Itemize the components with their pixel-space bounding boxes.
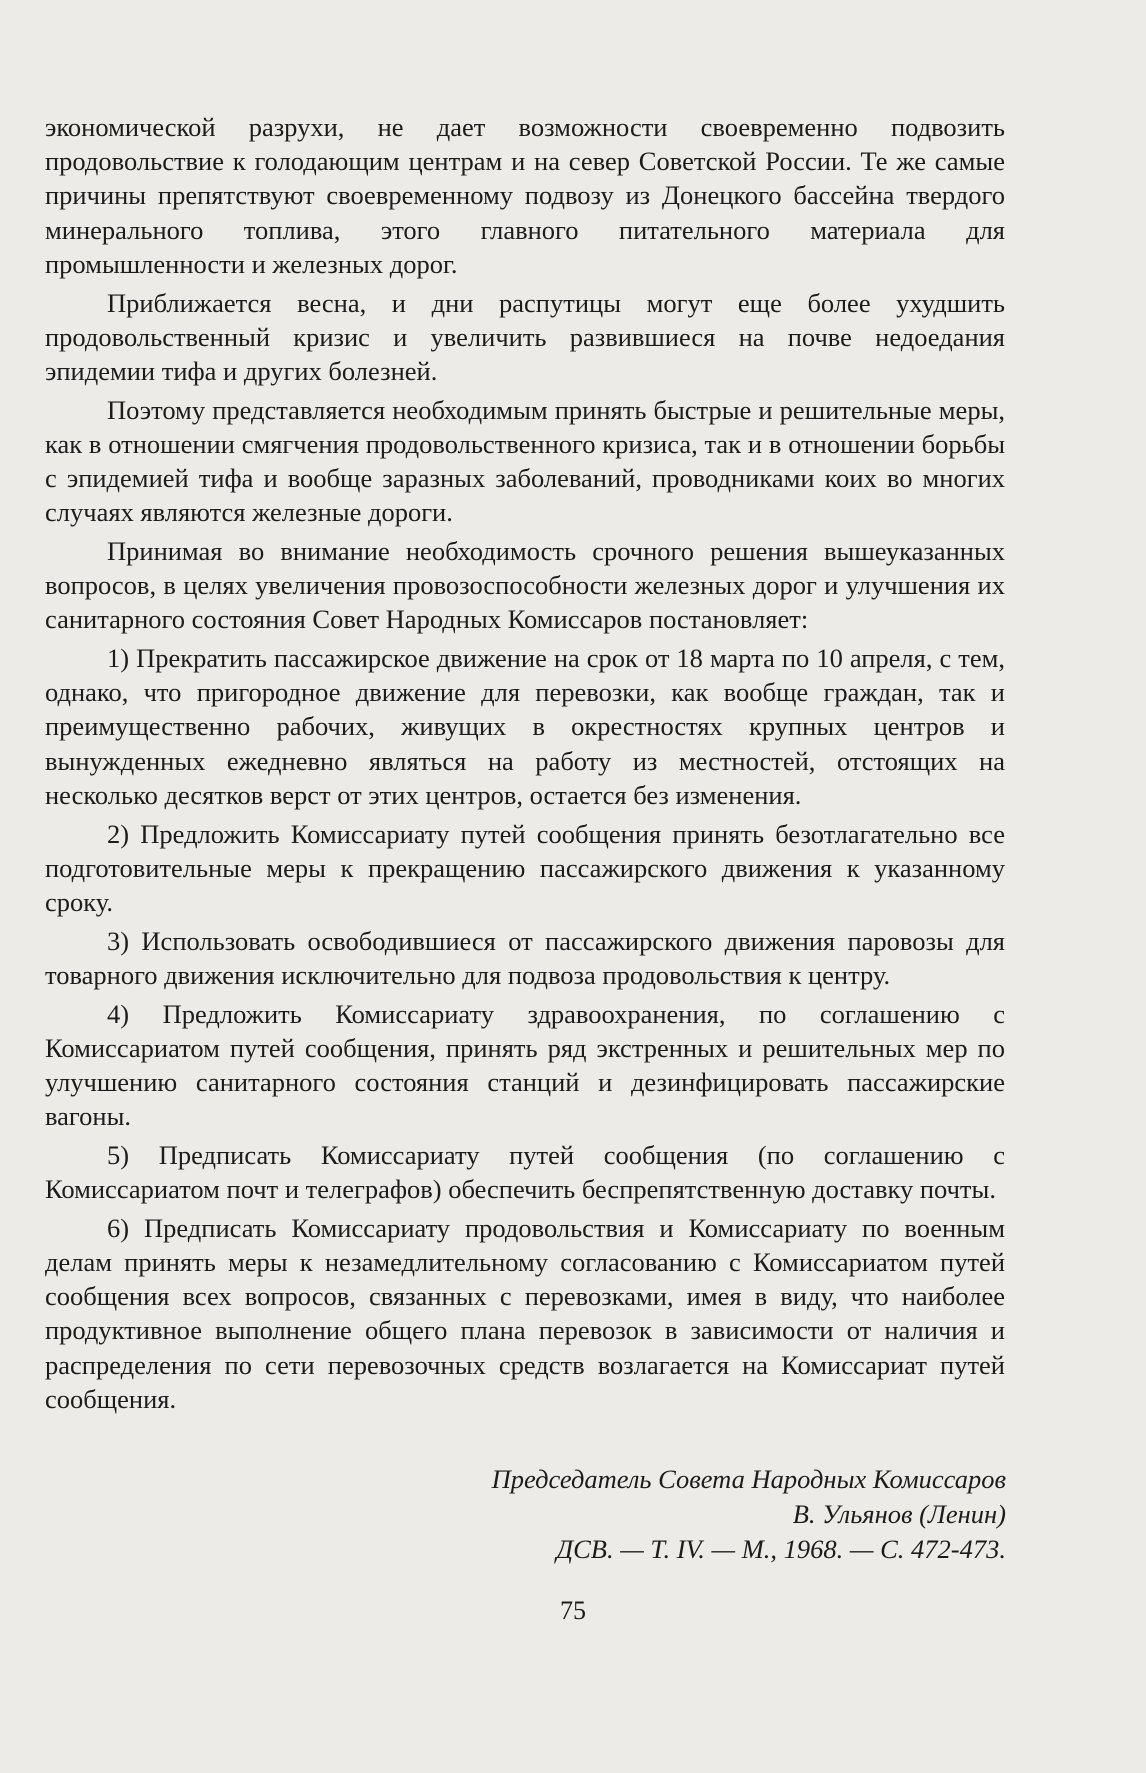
source-citation: ДСВ. — Т. IV. — М., 1968. — С. 472-473.	[556, 1534, 1006, 1564]
decree-item-4: 4) Предложить Комиссариату здравоохранения, по соглашению с Комиссариатом путей сообщения, принять ряд экстренных и решительных мер по улучшению санитарного состояния станций и дезинфицировать пассажирские вагоны.	[45, 998, 1005, 1132]
body-text	[45, 110, 1005, 1421]
decree-item-6: 6) Предписать Комиссариату продовольствия и Комиссариату по военным делам принять меры к незамедлительному согласованию с Комиссариатом путей сообщения всех вопросов, связанных с перевозками, имея в виду, что наиболее продуктивное выполнение общего плана перевозок в зависимости от наличия и распределения по сети перевозочных средств возлагается на Комиссариат путей сообщения.	[45, 1212, 1005, 1414]
signature-name: В. Ульянов (Ленин)	[792, 1499, 1006, 1529]
paragraph-1: экономической разрухи, не дает возможности своевременно подвозить продовольствие к голодающим центрам и на север Советской России. Те же самые причины препятствуют своевременному подвозу из Донецкого бассейна твердого минерального топлива, этого главного питательного материала для промышленности и железных дорог.	[45, 112, 1005, 279]
decree-item-3: 3) Использовать освободившиеся от пассажирского движения паровозы для товарного движения исключительно для подвоза продовольствия к центру.	[45, 925, 1005, 990]
decree-item-1: 1) Прекратить пассажирское движение на срок от 18 марта по 10 апреля, с тем, однако, что пригородное движение для перевозки, как вообще граждан, так и преимущественно рабочих, живущих в окрестностях крупных центров и вынужденных ежедневно являться на работу из местностей, отстоящих на несколько десятков верст от этих центров, остается без изменения.	[45, 643, 1005, 810]
paragraph-3: Поэтому представляется необходимым принять быстрые и решительные меры, как в отношении смягчения продовольственного кризиса, так и в отношении борьбы с эпидемией тифа и вообще заразных заболеваний, проводниками коих во многих случаях являются железные дороги.	[45, 394, 1005, 528]
decree-item-2: 2) Предложить Комиссариату путей сообщения принять безотлагательно все подготовительные меры к прекращению пассажирского движения к указанному сроку.	[45, 818, 1005, 917]
decree-item-5: 5) Предписать Комиссариату путей сообщения (по соглашению с Комиссариатом почт и телеграфов) обеспечить беспрепятственную доставку почты.	[45, 1139, 1005, 1205]
paragraph-4: Принимая во внимание необходимость срочного решения вышеуказанных вопросов, в целях увеличения провозоспособности железных дорог и улучшения их санитарного состояния Совет Народных Комиссаров постановляет:	[45, 535, 1005, 635]
page-number: 75	[560, 1596, 586, 1625]
signature-title: Председатель Совета Народных Комиссаров	[491, 1464, 1006, 1494]
paragraph-2: Приближается весна, и дни распутицы могут еще более ухудшить продовольственный кризис и увеличить развившиеся на почве недоедания эпидемии тифа и других болезней.	[45, 287, 1005, 386]
signature-block	[492, 1462, 1006, 1567]
